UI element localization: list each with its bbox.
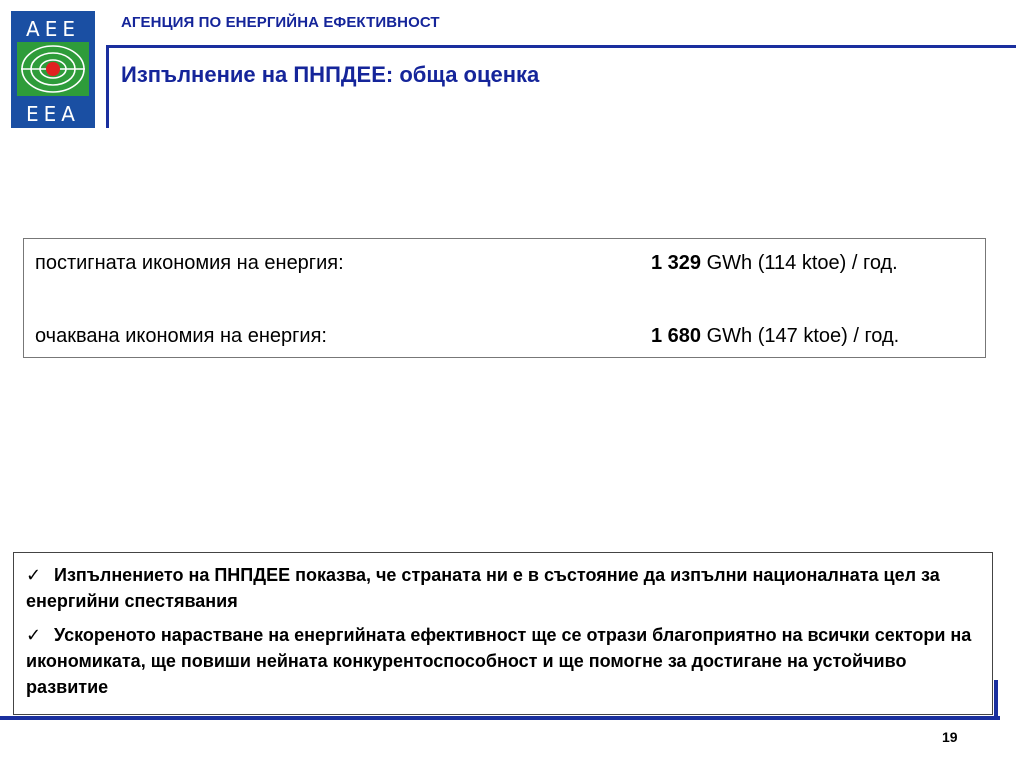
- stat-value: [651, 248, 898, 278]
- agency-name: АГЕНЦИЯ ПО ЕНЕРГИЙНА ЕФЕКТИВНОСТ: [121, 14, 440, 31]
- conclusion-text: Ускореното нарастване на енергийната ефективност ще се отрази благоприятно на всички сектори на икономиката, ще повиши нейната конкурентоспособност и ще помогне за достигане на устойчиво развитие: [26, 625, 972, 697]
- agency-logo: [11, 11, 95, 128]
- conclusion-item: [26, 622, 980, 700]
- stat-label: постигната икономия на енергия:: [35, 252, 344, 274]
- page-number: 19: [942, 729, 958, 745]
- footer-divider: [0, 716, 1000, 720]
- stat-row-achieved: [35, 248, 975, 278]
- footer-vertical-divider: [994, 680, 998, 720]
- page-title: Изпълнение на ПНПДЕЕ: обща оценка: [121, 62, 540, 87]
- checkmark-icon: ✓: [26, 625, 42, 645]
- conclusion-text: Изпълнението на ПНПДЕЕ показва, че страната ни е в състояние да изпълни националната цел за енергийни спестявания: [26, 565, 940, 611]
- stat-label: очаквана икономия на енергия:: [35, 325, 327, 347]
- logo-top-text: AEE: [26, 17, 80, 41]
- conclusions-box: [13, 552, 993, 715]
- logo-bottom-text: EEA: [26, 102, 80, 126]
- savings-stats-box: [23, 238, 986, 358]
- stat-value: [651, 321, 899, 351]
- checkmark-icon: ✓: [26, 565, 42, 585]
- stat-value-number: 1 329: [651, 252, 702, 274]
- stat-value-unit: GWh (114 ktoe) / год.: [701, 252, 898, 274]
- logo-graphic: [11, 11, 95, 128]
- conclusion-item: [26, 562, 980, 614]
- header-vertical-divider: [106, 45, 109, 128]
- stat-value-unit: GWh (147 ktoe) / год.: [701, 325, 900, 347]
- stat-row-expected: [35, 321, 975, 351]
- header-divider: [108, 45, 1016, 48]
- stat-value-number: 1 680: [651, 325, 702, 347]
